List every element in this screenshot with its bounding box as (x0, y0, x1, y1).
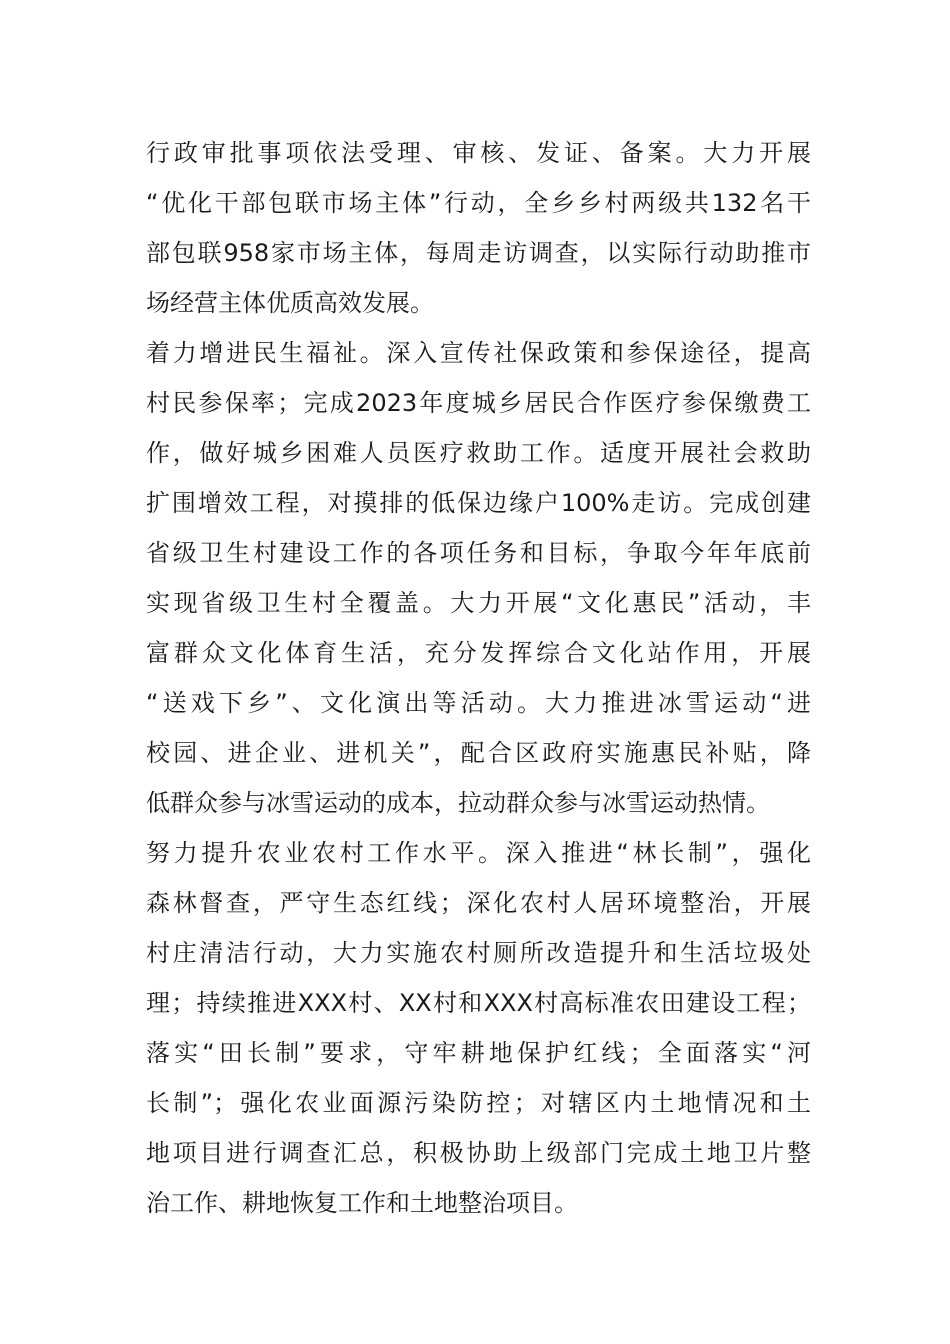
text-line: 村庄清洁行动，大力实施农村厕所改造提升和生活垃圾处 (146, 939, 811, 967)
text-line: 村民参保率；完成2023年度城乡居民合作医疗参保缴费工 (146, 389, 811, 417)
paragraph-agriculture (146, 828, 811, 1228)
text-line: 校园、进企业、进机关”，配合区政府实施惠民补贴，降 (146, 739, 811, 767)
text-line: 场经营主体优质高效发展。 (146, 289, 434, 317)
text-line: 地项目进行调查汇总，积极协助上级部门完成土地卫片整 (146, 1139, 811, 1167)
text-line: 扩围增效工程，对摸排的低保边缘户100%走访。完成创建 (146, 489, 811, 517)
text-line: “优化干部包联市场主体”行动，全乡乡村两级共132名干 (146, 189, 811, 217)
text-line: 富群众文化体育生活，充分发挥综合文化站作用，开展 (146, 639, 811, 667)
text-line: 作，做好城乡困难人员医疗救助工作。适度开展社会救助 (146, 439, 811, 467)
text-line: 省级卫生村建设工作的各项任务和目标，争取今年年底前 (146, 539, 811, 567)
text-line: 着力增进民生福祉。深入宣传社保政策和参保途径，提高 (146, 339, 811, 367)
text-line: 低群众参与冰雪运动的成本，拉动群众参与冰雪运动热情。 (146, 789, 770, 817)
text-line: 森林督查，严守生态红线；深化农村人居环境整治，开展 (146, 889, 811, 917)
text-line: 落实“田长制”要求，守牢耕地保护红线；全面落实“河 (146, 1039, 811, 1067)
paragraph-admin-approval (146, 128, 811, 328)
body-text (146, 128, 811, 1228)
text-line: 治工作、耕地恢复工作和土地整治项目。 (146, 1189, 578, 1217)
text-line: 部包联958家市场主体，每周走访调查，以实际行动助推市 (146, 239, 811, 267)
text-line: 实现省级卫生村全覆盖。大力开展“文化惠民”活动，丰 (146, 589, 811, 617)
text-line: 行政审批事项依法受理、审核、发证、备案。大力开展 (146, 139, 811, 167)
text-line: “送戏下乡”、文化演出等活动。大力推进冰雪运动“进 (146, 689, 811, 717)
text-line: 理；持续推进XXX村、XX村和XXX村高标准农田建设工程； (146, 989, 811, 1017)
text-line: 努力提升农业农村工作水平。深入推进“林长制”，强化 (146, 839, 811, 867)
text-line: 长制”；强化农业面源污染防控；对辖区内土地情况和土 (146, 1089, 811, 1117)
paragraph-livelihood (146, 328, 811, 828)
